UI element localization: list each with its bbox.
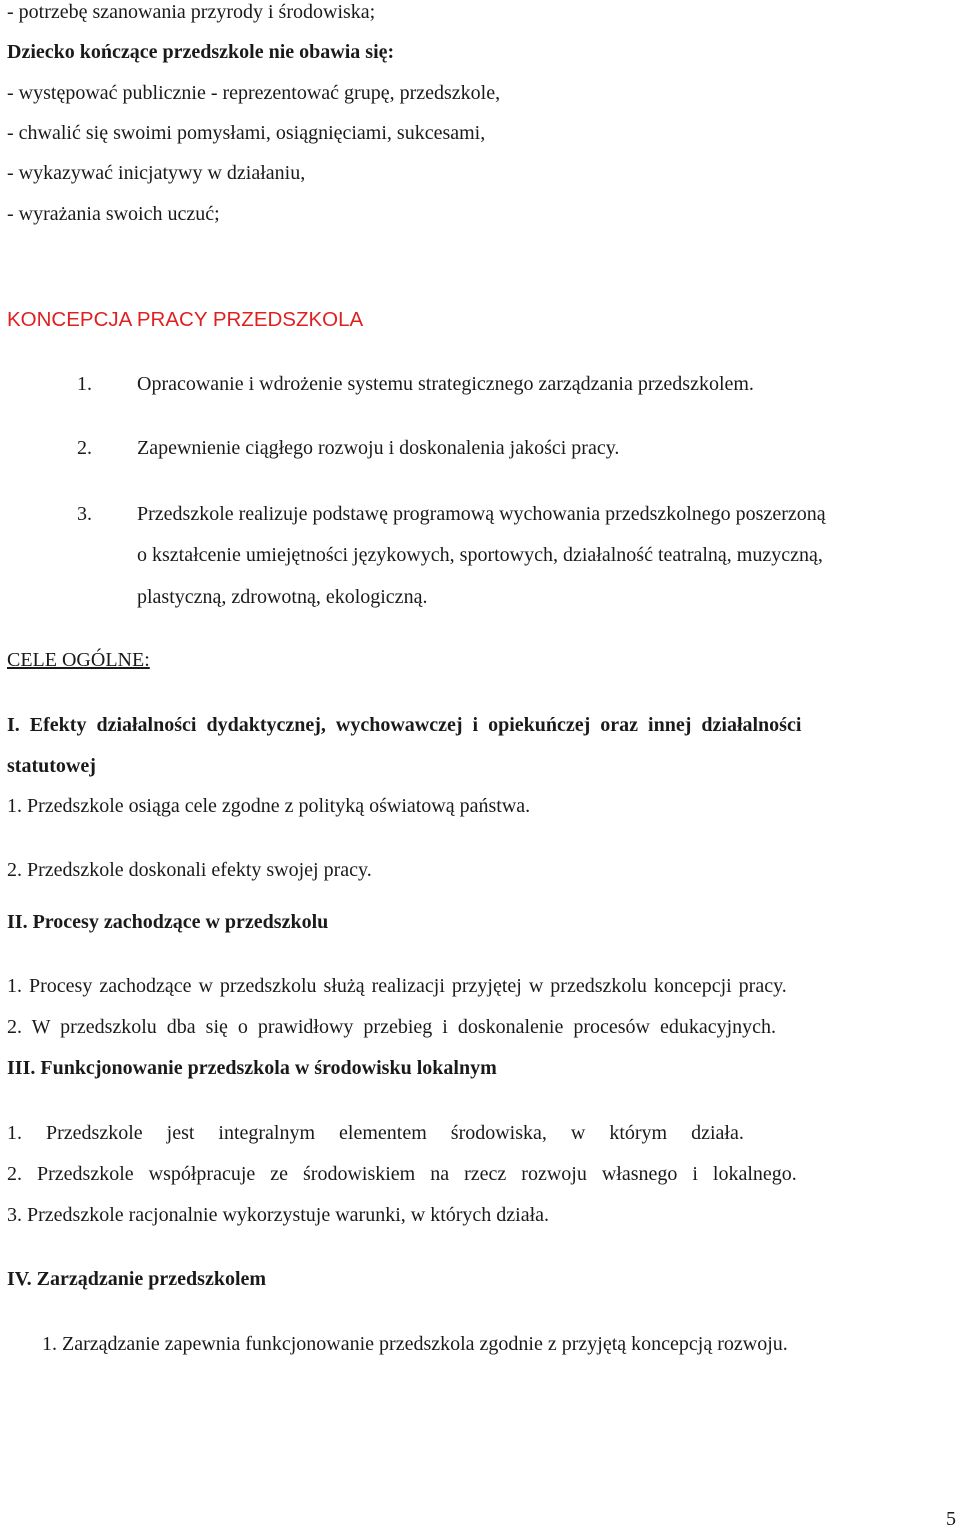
section-heading: III. Funkcjonowanie przedszkola w środowisku lokalnym <box>7 1057 497 1079</box>
koncepcja-item-text: Przedszkole realizuje podstawę programową wychowania przedszkolnego poszerzoną <box>137 503 826 525</box>
section-heading: II. Procesy zachodzące w przedszkolu <box>7 911 329 933</box>
koncepcja-item-text: o kształcenie umiejętności językowych, sportowych, działalność teatralną, muzyczną, <box>137 544 823 566</box>
section-heading: IV. Zarządzanie przedszkolem <box>7 1268 267 1290</box>
koncepcja-item-text: Zapewnienie ciągłego rozwoju i doskonalenia jakości pracy. <box>137 437 620 459</box>
koncepcja-title: KONCEPCJA PRACY PRZEDSZKOLA <box>7 308 364 331</box>
section-item: 1. Procesy zachodzące w przedszkolu służą realizacji przyjętej w przedszkolu koncepcji pracy. <box>7 975 787 997</box>
intro-bullet: - występować publicznie - reprezentować grupę, przedszkole, <box>7 82 501 104</box>
koncepcja-item-text: plastyczną, zdrowotną, ekologiczną. <box>137 586 428 608</box>
section-item: 1. Przedszkole osiąga cele zgodne z polityką oświatową państwa. <box>7 795 531 817</box>
intro-bullet: - chwalić się swoimi pomysłami, osiągnięciami, sukcesami, <box>7 122 486 144</box>
intro-line: - potrzebę szanowania przyrody i środowiska; <box>7 1 376 23</box>
intro-heading: Dziecko kończące przedszkole nie obawia się: <box>7 41 395 63</box>
section-item: 3. Przedszkole racjonalnie wykorzystuje warunki, w których działa. <box>7 1204 550 1226</box>
page-number: 5 <box>946 1508 956 1530</box>
section-item: 2. W przedszkolu dba się o prawidłowy przebieg i doskonalenie procesów edukacyjnych. <box>7 1016 777 1038</box>
section-item: 2. Przedszkole współpracuje ze środowiskiem na rzecz rozwoju własnego i lokalnego. <box>7 1163 797 1185</box>
section-item: 1. Przedszkole jest integralnym elementem środowiska, w którym działa. <box>7 1122 744 1144</box>
section-heading: I. Efekty działalności dydaktycznej, wychowawczej i opiekuńczej oraz innej działalności <box>7 714 802 736</box>
section-item: 1. Zarządzanie zapewnia funkcjonowanie przedszkola zgodnie z przyjętą koncepcją rozwoju. <box>42 1333 788 1355</box>
intro-bullet: - wykazywać inicjatywy w działaniu, <box>7 162 306 184</box>
section-heading: statutowej <box>7 755 96 777</box>
koncepcja-item-number: 3. <box>77 503 92 525</box>
section-item: 2. Przedszkole doskonali efekty swojej pracy. <box>7 859 372 881</box>
intro-bullet: - wyrażania swoich uczuć; <box>7 203 220 225</box>
koncepcja-item-text: Opracowanie i wdrożenie systemu strategicznego zarządzania przedszkolem. <box>137 373 754 395</box>
koncepcja-item-number: 1. <box>77 373 92 395</box>
koncepcja-item-number: 2. <box>77 437 92 459</box>
cele-title: CELE OGÓLNE: <box>7 649 150 671</box>
